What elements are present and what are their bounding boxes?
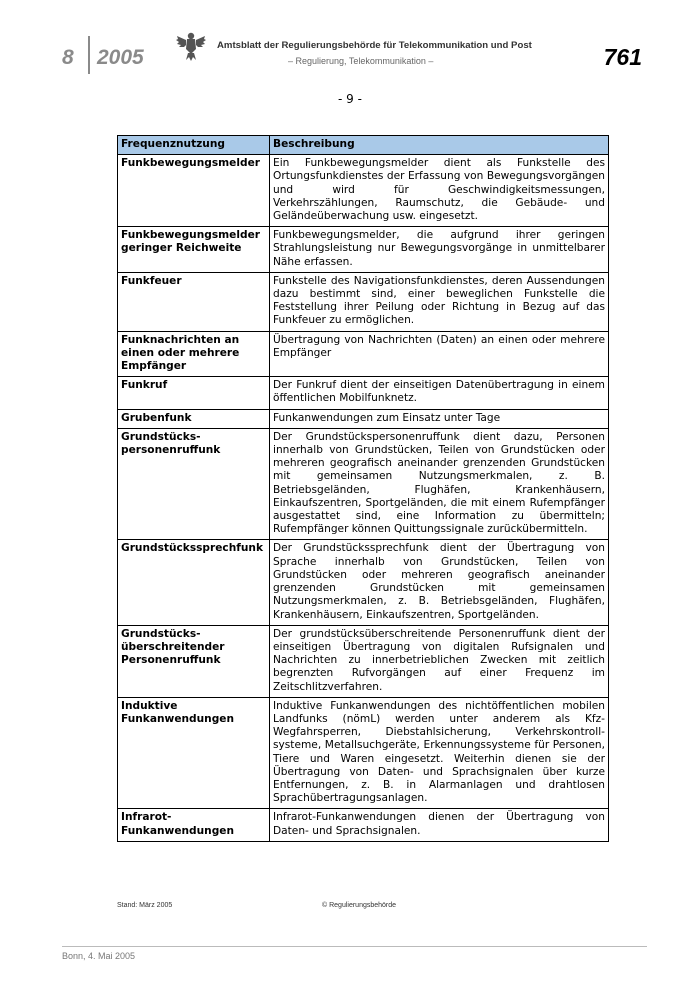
table-row xyxy=(118,155,609,227)
journal-page-number: 761 xyxy=(603,44,642,70)
usage-description: Funkstelle des Navigationsfunkdienstes, deren Aussendungen dazu bestimmt sind, einer beweglichen Funkstelle die Feststellung ihrer Peilung oder Richtung in Bezug auf das Funkfeuer zu ermöglichen. xyxy=(270,272,609,331)
usage-term: Grundstückssprechfunk xyxy=(118,540,270,625)
table-row xyxy=(118,409,609,428)
usage-description: Der Grundstückssprechfunk dient der Übertragung von Sprache innerhalb von Grundstücken, Teilen von Grundstücken oder mehreren geografisch aneinander grenzenden Grundstücken mit gemeinsamen Nutzungsmerkmalen, z. B. Betriebsgeländen, Flughäfen, Krankenhäusern, Einkaufszentren, Sportgeländen. xyxy=(270,540,609,625)
usage-description: Ein Funkbewegungsmelder dient als Funkstelle des Ortungsfunkdienstes der Erfassung von Bewegungsvorgängen und wird für Geschwindigkeitsmessungen, Verkehrszählungen, Raumschutz, die Gebäude- und Geländeüberwachung usw. eingesetzt. xyxy=(270,155,609,227)
usage-term: Funkfeuer xyxy=(118,272,270,331)
footer-stand: Stand: März 2005 xyxy=(117,902,173,909)
usage-term: Funkruf xyxy=(118,377,270,409)
federal-eagle-icon xyxy=(176,30,206,62)
footer-copyright: © Regulierungsbehörde xyxy=(322,902,397,909)
usage-term: Funknachrichten an einen oder mehrere Empfänger xyxy=(118,331,270,377)
document-page-number: - 9 - xyxy=(338,92,362,106)
usage-term: Funkbewegungsmelder xyxy=(118,155,270,227)
table-row xyxy=(118,809,609,841)
usage-description: Infrarot-Funkanwendungen dienen der Übertragung von Daten- und Sprachsignalen. xyxy=(270,809,609,841)
table-row xyxy=(118,272,609,331)
usage-term: Grundstücks-personenruffunk xyxy=(118,428,270,540)
usage-description: Der Funkruf dient der einseitigen Datenübertragung in einem öffentlichen Mobilfunknetz. xyxy=(270,377,609,409)
usage-description: Der Grundstückspersonenruffunk dient dazu, Personen innerhalb von Grundstücken, Teilen von Grundstücken oder mehreren geografisch aneinander grenzenden Grundstücken mit gemeinsamen Nutzungsmerkmalen, z. B. Betriebsgeländen, Flughäfen, Krankenhäusern, Einkaufszentren, Sportgeländen, die mit einem Rufempfänger ausgestattet sind, eine Information zu übermitteln; Rufempfänger können Quittungssignale zurückübermitteln. xyxy=(270,428,609,540)
journal-subtitle: – Regulierung, Telekommunikation – xyxy=(288,56,434,66)
usage-term: Induktive Funkanwendungen xyxy=(118,697,270,809)
usage-description: Induktive Funkanwendungen des nichtöffentlichen mobilen Landfunks (nömL) werden unter anderem als Kfz-Wegfahrsperren, Diebstahlsicherung, Verkehrskontroll-systeme, Metallsuchgeräte, Erkennungssysteme für Personen, Tiere und Waren eingesetzt. Weiterhin dienen sie der Übertragung von Daten- und Sprachsignalen über kurze Entfernungen, z. B. in Alarmanlagen und drahtlosen Sprachübertragungsanlagen. xyxy=(270,697,609,809)
usage-term: Funkbewegungsmelder geringer Reichweite xyxy=(118,227,270,273)
issue-number: 8 xyxy=(62,46,75,69)
header-divider xyxy=(88,36,90,74)
table-row xyxy=(118,428,609,540)
table-header-row xyxy=(118,136,609,155)
footer-divider xyxy=(62,946,647,947)
journal-title: Amtsblatt der Regulierungsbehörde für Telekommunikation und Post xyxy=(217,40,532,51)
usage-term: Infrarot-Funkanwendungen xyxy=(118,809,270,841)
usage-description: Funkbewegungsmelder, die aufgrund ihrer geringen Strahlungsleistung nur Bewegungsvorgänge in unmittelbarer Nähe erfassen. xyxy=(270,227,609,273)
column-header-beschreibung: Beschreibung xyxy=(270,136,609,155)
usage-description: Übertragung von Nachrichten (Daten) an einen oder mehrere Empfänger xyxy=(270,331,609,377)
table-row xyxy=(118,625,609,697)
frequency-usage-table xyxy=(117,135,609,842)
usage-description: Der grundstücksüberschreitende Personenruffunk dient der einseitigen Übertragung von digitalen Rufsignalen und Nachrichten zu innerbetrieblichen Zwecken mit zeitlich begrenzten Rufvorgängen auf einer Frequenz im Zeitschlitzverfahren. xyxy=(270,625,609,697)
footer-date: Bonn, 4. Mai 2005 xyxy=(62,951,136,961)
issue-year: 2005 xyxy=(97,46,144,69)
table-row xyxy=(118,697,609,809)
table-row xyxy=(118,540,609,625)
usage-term: Grubenfunk xyxy=(118,409,270,428)
usage-term: Grundstücks-überschreitender Personenruffunk xyxy=(118,625,270,697)
table-row xyxy=(118,377,609,409)
column-header-frequenznutzung: Frequenznutzung xyxy=(118,136,270,155)
table-row xyxy=(118,331,609,377)
usage-description: Funkanwendungen zum Einsatz unter Tage xyxy=(270,409,609,428)
table-row xyxy=(118,227,609,273)
